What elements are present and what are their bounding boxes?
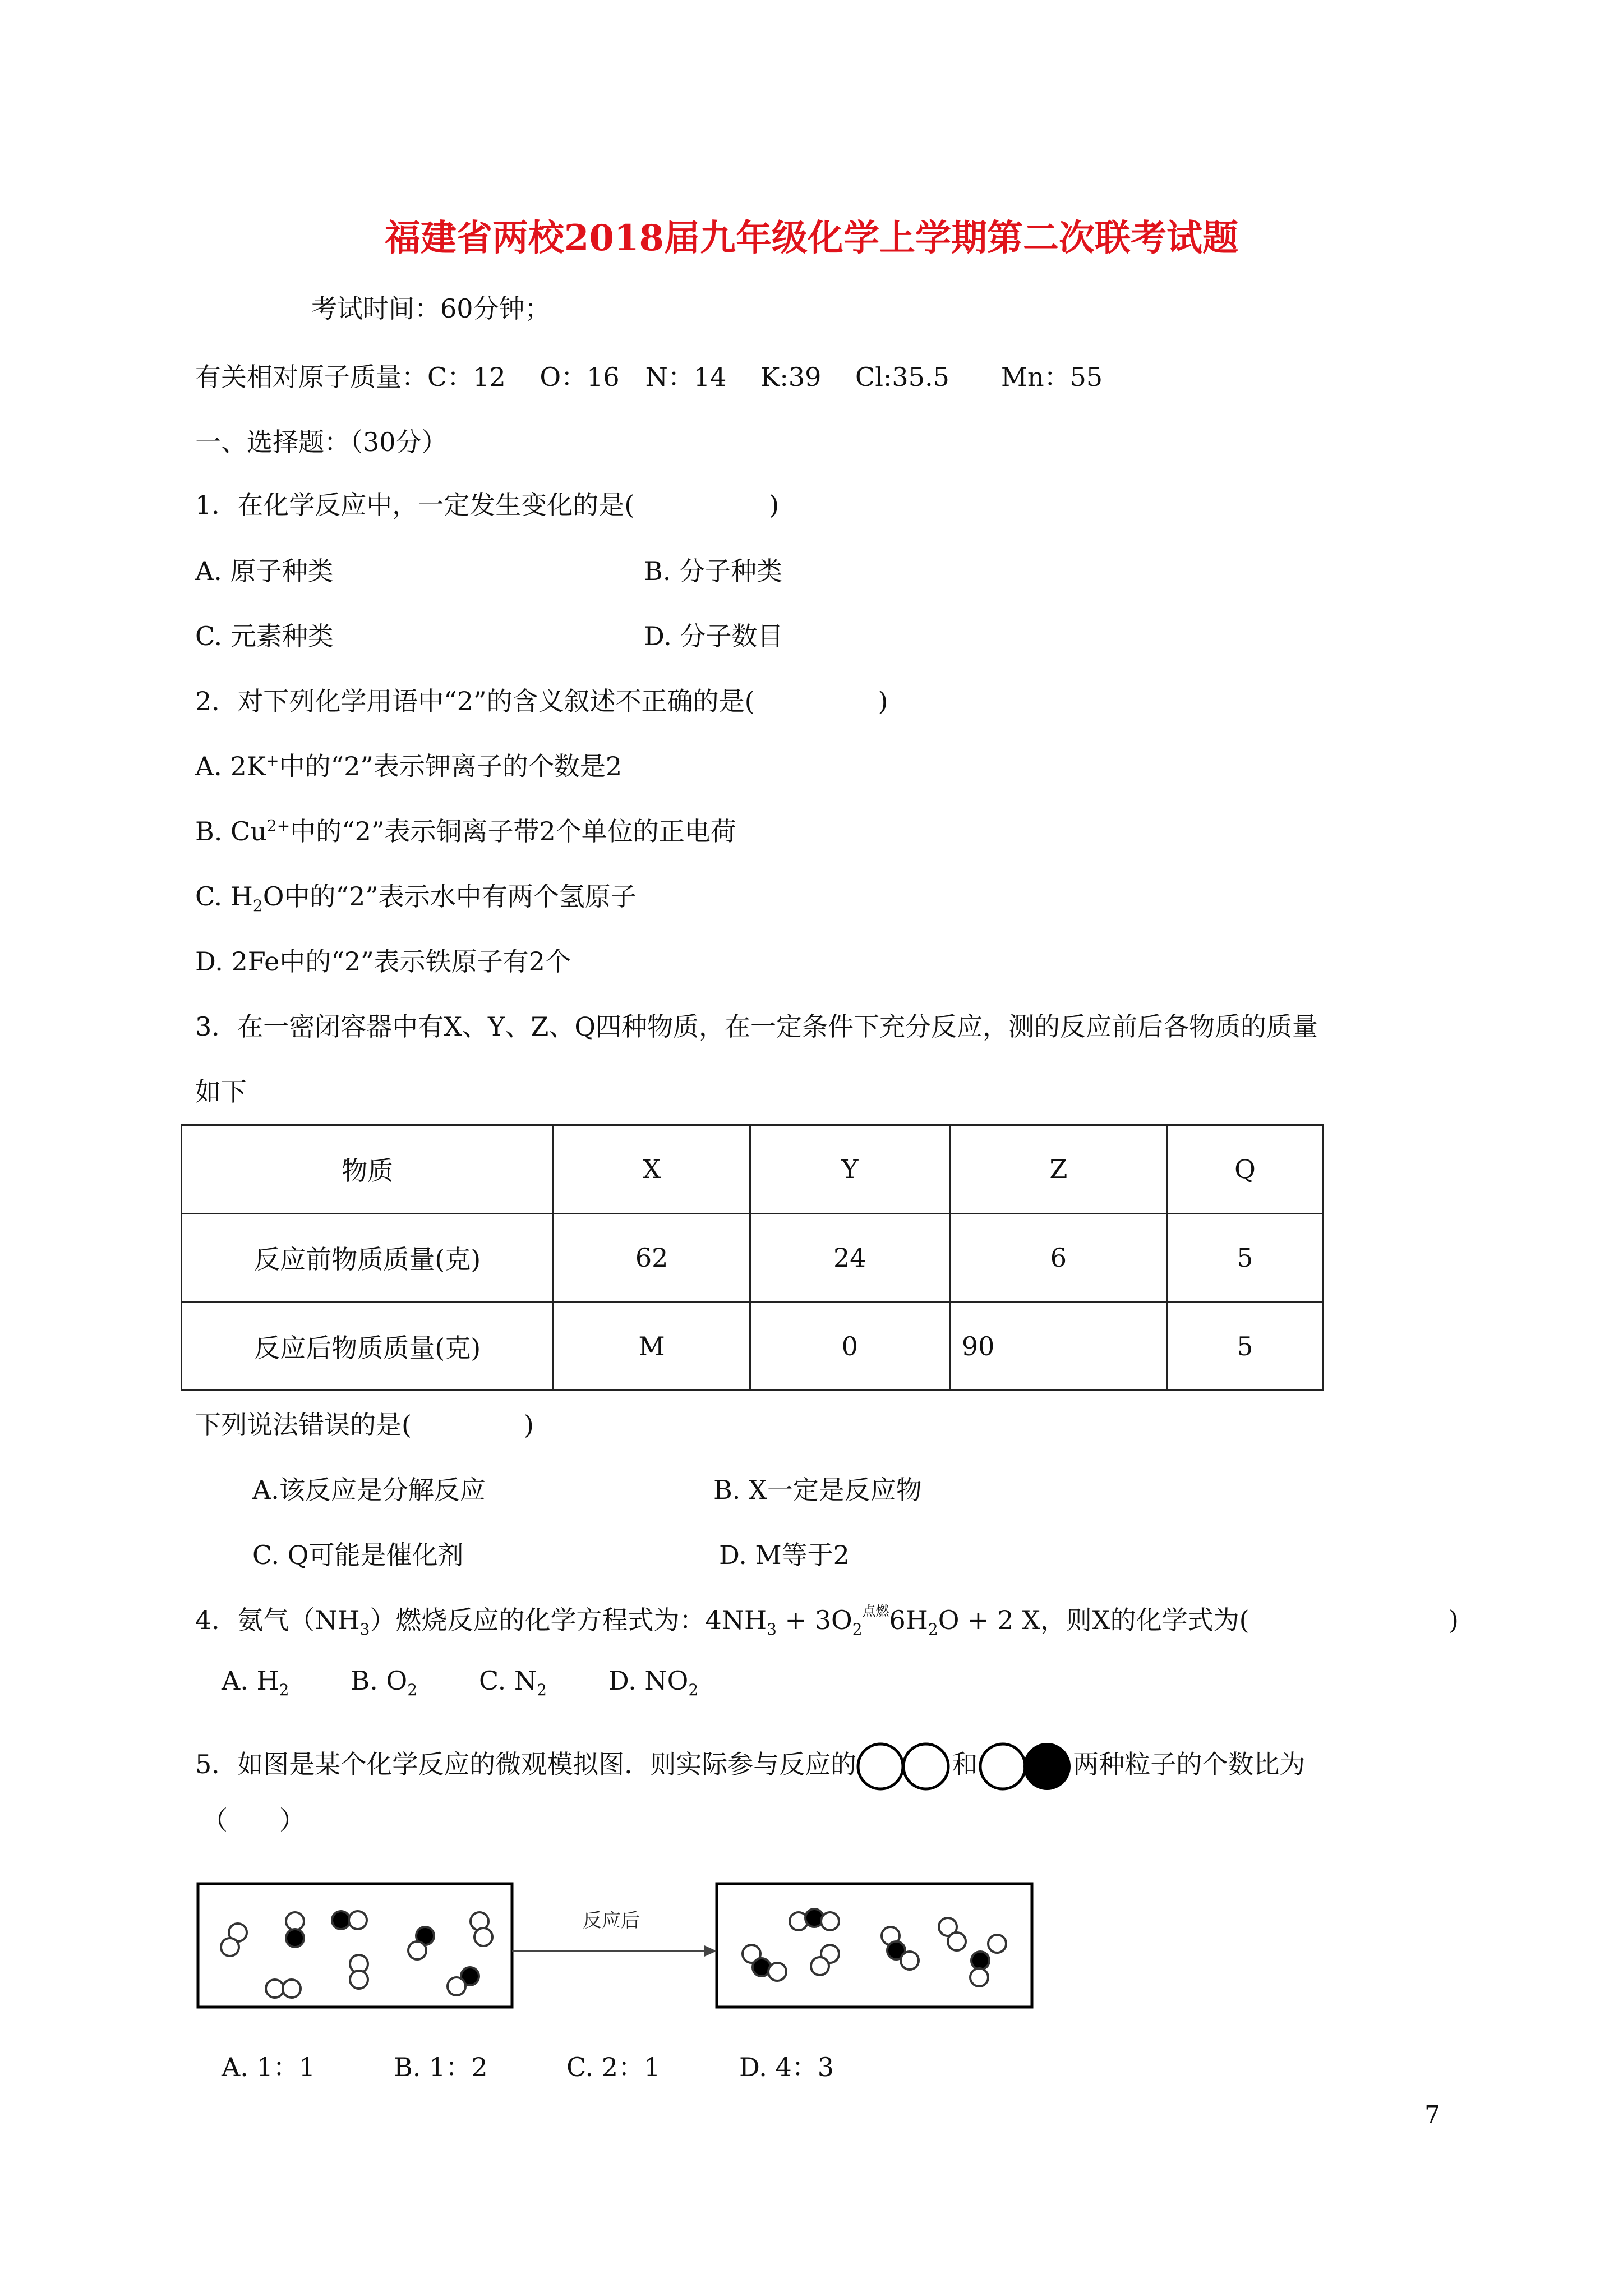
q5-paren: （ ） bbox=[202, 1805, 305, 1835]
q3-prompt bbox=[195, 1408, 534, 1442]
q3-stem-line2: 如下 bbox=[195, 1076, 247, 1107]
q3-option-b: B. X一定是反应物 bbox=[713, 1475, 922, 1505]
q2-option-d: D. 2Fe中的“2”表示铁原子有2个 bbox=[195, 946, 571, 977]
reaction-condition: 点燃 bbox=[862, 1603, 889, 1619]
q3-prompt-text: 下列说法错误的是( bbox=[195, 1410, 412, 1440]
q4-option-b-sub: 2 bbox=[407, 1681, 418, 1700]
q5-option-d: D. 4：3 bbox=[739, 2052, 834, 2082]
q4-option-d bbox=[608, 1665, 699, 1700]
table-cell: 62 bbox=[554, 1213, 750, 1302]
table-cell: 5 bbox=[1167, 1213, 1322, 1302]
q4-sub-3: 2 bbox=[852, 1620, 863, 1639]
q3-prompt-close: ) bbox=[523, 1410, 534, 1440]
q4-option-b bbox=[351, 1665, 418, 1700]
table-cell: 物质 bbox=[182, 1125, 554, 1214]
q4-option-d-label: D. NO bbox=[608, 1665, 689, 1696]
q2-option-c bbox=[195, 880, 637, 913]
table-row-before bbox=[182, 1213, 1323, 1302]
section-heading: 一、选择题：（30分） bbox=[195, 427, 448, 457]
q4-option-d-sub: 2 bbox=[688, 1681, 699, 1700]
q2-a-pre: A. 2K bbox=[195, 751, 266, 781]
q4-option-b-label: B. O bbox=[351, 1665, 408, 1696]
q1-stem bbox=[195, 488, 779, 522]
q3-option-a: A.该反应是分解反应 bbox=[252, 1475, 486, 1505]
q2-a-post: 中的“2”表示钾离子的个数是2 bbox=[279, 751, 623, 781]
q2-stem bbox=[195, 684, 888, 718]
q4-text-3: + 3O bbox=[776, 1605, 852, 1635]
q3-option-d: D. M等于2 bbox=[719, 1540, 850, 1570]
q5-stem-and: 和 bbox=[952, 1749, 978, 1779]
q2-b-post: 中的“2”表示铜离子带2个单位的正电荷 bbox=[290, 816, 736, 846]
q1-option-c: C. 元素种类 bbox=[195, 621, 334, 651]
reaction-diagram bbox=[196, 1882, 1038, 2011]
q4-option-a-label: A. H bbox=[222, 1665, 279, 1696]
q2-b-pre: B. Cu bbox=[195, 816, 267, 846]
table-cell: 90 bbox=[949, 1302, 1167, 1391]
q2-c-post: O中的“2”表示水中有两个氢原子 bbox=[262, 881, 637, 912]
q3-stem-line1: 3．在一密闭容器中有X、Y、Z、Q四种物质，在一定条件下充分反应，测的反应前后各物质的质量 bbox=[195, 1011, 1318, 1042]
table-cell: M bbox=[554, 1302, 750, 1391]
q1-option-d: D. 分子数目 bbox=[644, 621, 783, 651]
q3-option-c: C. Q可能是催化剂 bbox=[252, 1540, 464, 1570]
atomic-masses: 有关相对原子质量：C：12 O：16 N：14 K:39 Cl:35.5 Mn：55 bbox=[195, 362, 1103, 392]
q5-stem-pre: 5．如图是某个化学反应的微观模拟图．则实际参与反应的 bbox=[195, 1749, 857, 1779]
q4-sub-1: 3 bbox=[359, 1620, 370, 1639]
table-header-row bbox=[182, 1125, 1323, 1214]
q5-option-c: C. 2：1 bbox=[566, 2052, 661, 2082]
q4-text-1: 4．氨气（NH bbox=[195, 1605, 360, 1635]
q4-option-a bbox=[222, 1665, 289, 1700]
exam-time: 考试时间：60分钟； bbox=[311, 293, 551, 324]
page-title: 福建省两校2018届九年级化学上学期第二次联考试题 bbox=[384, 217, 1239, 259]
q4-text-4: 6H bbox=[889, 1605, 928, 1635]
table-row-after bbox=[182, 1302, 1323, 1391]
q5-stem bbox=[195, 1739, 1305, 1792]
mass-table bbox=[181, 1124, 1324, 1391]
oxygen-molecule-icon bbox=[856, 1741, 952, 1792]
table-cell: 5 bbox=[1167, 1302, 1322, 1391]
q2-c-pre: C. H bbox=[195, 881, 253, 912]
q4-sub-4: 2 bbox=[928, 1620, 938, 1639]
table-cell: 24 bbox=[750, 1213, 949, 1302]
q4-close: ) bbox=[1449, 1605, 1459, 1635]
q2-c-sub: 2 bbox=[252, 896, 263, 915]
q2-option-a bbox=[195, 749, 622, 783]
q2-stem-text: 2．对下列化学用语中“2”的含义叙述不正确的是( bbox=[195, 686, 755, 716]
q4-option-a-sub: 2 bbox=[279, 1681, 289, 1700]
page-number: 7 bbox=[1424, 2101, 1440, 2129]
carbon-monoxide-molecule-icon bbox=[978, 1741, 1073, 1792]
q2-b-sup: 2+ bbox=[266, 816, 291, 835]
q4-text-5: O + 2 X，则X的化学式为( bbox=[938, 1605, 1249, 1635]
q5-option-b: B. 1：2 bbox=[394, 2052, 488, 2082]
q4-stem bbox=[195, 1603, 1249, 1641]
q4-text-2: ）燃烧反应的化学方程式为：4NH bbox=[370, 1605, 767, 1635]
q4-options bbox=[222, 1664, 699, 1700]
q2-option-b bbox=[195, 815, 736, 848]
q5-option-a: A. 1：1 bbox=[222, 2052, 315, 2082]
q1-option-b: B. 分子种类 bbox=[644, 556, 783, 586]
q1-stem-close: ) bbox=[769, 490, 780, 520]
q4-option-c-label: C. N bbox=[479, 1665, 537, 1696]
table-cell: 0 bbox=[750, 1302, 949, 1391]
arrow-head-icon bbox=[704, 1945, 717, 1957]
after-box bbox=[717, 1884, 1032, 2007]
q1-option-a: A. 原子种类 bbox=[195, 556, 334, 586]
q4-option-c bbox=[479, 1665, 547, 1700]
q4-sub-2: 3 bbox=[767, 1620, 777, 1639]
q5-stem-post: 两种粒子的个数比为 bbox=[1073, 1749, 1306, 1779]
q2-stem-close: ) bbox=[878, 686, 888, 716]
table-cell: Y bbox=[750, 1125, 949, 1214]
table-cell: Z bbox=[949, 1125, 1167, 1214]
table-cell: 6 bbox=[949, 1213, 1167, 1302]
q2-a-sup: + bbox=[266, 751, 279, 770]
table-cell: 反应后物质质量(克) bbox=[182, 1302, 554, 1391]
table-cell: X bbox=[554, 1125, 750, 1214]
arrow-label: 反应后 bbox=[583, 1910, 640, 1932]
q1-stem-text: 1．在化学反应中，一定发生变化的是( bbox=[195, 490, 635, 520]
table-cell: 反应前物质质量(克) bbox=[182, 1213, 554, 1302]
q4-option-c-sub: 2 bbox=[537, 1681, 547, 1700]
table-cell: Q bbox=[1167, 1125, 1322, 1214]
